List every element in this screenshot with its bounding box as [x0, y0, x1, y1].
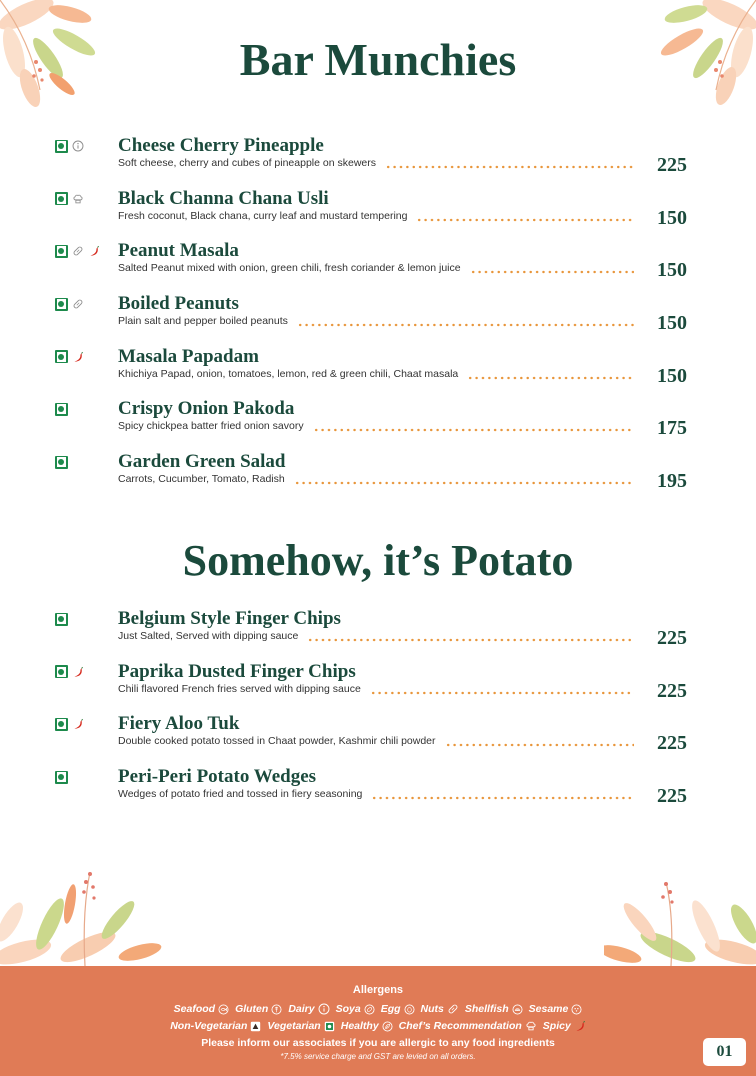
allergen-footer	[0, 966, 756, 1076]
vegetarian-icon	[55, 771, 68, 784]
item-price: 195	[657, 470, 687, 493]
item-description: Fresh coconut, Black chana, curry leaf and mustard tempering	[118, 209, 408, 222]
item-name: Boiled Peanuts	[118, 293, 239, 314]
dietary-icons	[55, 612, 68, 626]
dotted-leader	[416, 209, 634, 223]
vegetarian-icon	[55, 245, 68, 258]
legend-entry	[421, 1002, 459, 1016]
item-description: Khichiya Papad, onion, tomatoes, lemon, red & green chili, Chaat masala	[118, 367, 459, 380]
legend-entry	[529, 1002, 583, 1016]
description-row	[118, 734, 634, 748]
item-description: Spicy chickpea batter fried onion savory	[118, 420, 304, 433]
item-name: Black Channa Chana Usli	[118, 187, 329, 209]
item-name: Cheese Cherry Pineapple	[118, 135, 324, 156]
dietary-icons	[55, 455, 68, 469]
egg-icon	[404, 1004, 415, 1015]
legend-label: Soya	[335, 1003, 361, 1015]
item-name: Belgium Style Finger Chips	[118, 608, 341, 629]
menu-item	[0, 661, 756, 711]
item-price: 225	[657, 627, 687, 649]
shellfish-icon	[512, 1004, 523, 1015]
gluten-icon	[271, 1004, 282, 1015]
vegetarian-icon	[55, 665, 68, 678]
menu-item	[0, 240, 756, 290]
dietary-icons	[55, 350, 84, 364]
non-vegetarian-icon	[250, 1021, 261, 1032]
item-price: 225	[657, 679, 687, 702]
dotted-leader	[307, 629, 634, 643]
legend-label: Seafood	[173, 1003, 216, 1015]
legend-label: Nuts	[420, 1003, 444, 1015]
dietary-icons	[55, 717, 84, 731]
menu-item	[0, 451, 756, 501]
decorative-leaves-bottom-left	[0, 852, 162, 966]
legend-label: Non-Vegetarian	[170, 1020, 248, 1032]
dotted-leader	[445, 734, 634, 748]
item-name: Masala Papadam	[118, 345, 259, 367]
dairy-icon	[318, 1003, 330, 1015]
menu-item	[0, 188, 756, 238]
dotted-leader	[370, 682, 634, 696]
item-name: Paprika Dusted Finger Chips	[118, 660, 356, 682]
soya-icon	[364, 1004, 375, 1015]
item-description: Carrots, Cucumber, Tomato, Radish	[118, 473, 285, 486]
legend-entry	[288, 1002, 329, 1016]
dotted-leader	[385, 156, 634, 170]
dietary-icons	[55, 192, 84, 206]
description-row	[118, 787, 634, 801]
menu-item	[0, 293, 756, 343]
allergen-legend-row	[0, 1002, 756, 1016]
spicy-icon	[72, 351, 84, 363]
item-name: Peri-Peri Potato Wedges	[118, 766, 317, 787]
item-name: Peanut Masala	[118, 240, 239, 262]
item-price: 175	[657, 417, 687, 440]
legend-label: Healthy	[340, 1020, 379, 1032]
legend-label: Egg	[380, 1003, 401, 1015]
vegetarian-icon	[55, 403, 68, 416]
vegetarian-icon	[55, 613, 68, 626]
legend-label: Sesame	[528, 1003, 569, 1015]
dotted-leader	[470, 261, 634, 275]
decorative-leaves-bottom-right	[604, 868, 756, 966]
nuts-icon	[72, 298, 84, 310]
spicy-icon	[574, 1020, 586, 1032]
legend-entry	[543, 1019, 586, 1033]
vegetarian-icon	[55, 718, 68, 731]
sesame-icon	[571, 1004, 582, 1015]
legend-label: Dairy	[288, 1003, 315, 1015]
nuts-icon	[447, 1003, 459, 1015]
dotted-leader	[297, 314, 634, 328]
dietary-icons	[55, 770, 68, 784]
description-row	[118, 209, 634, 223]
menu-section-bar-munchies	[0, 135, 756, 507]
page-number: 01	[703, 1038, 746, 1066]
dietary-icons	[55, 244, 100, 258]
legend-entry	[341, 1019, 393, 1033]
legend-label: Shellfish	[464, 1003, 509, 1015]
legend-entry	[381, 1002, 415, 1016]
menu-item	[0, 346, 756, 396]
legend-label: Spicy	[542, 1020, 571, 1032]
menu-section-potato	[0, 608, 756, 820]
description-row	[118, 156, 634, 170]
item-price: 150	[657, 364, 687, 387]
dotted-leader	[294, 472, 634, 486]
vegetarian-icon	[324, 1021, 335, 1032]
allergens-heading: Allergens	[352, 984, 404, 996]
item-price: 150	[657, 259, 687, 282]
seafood-icon	[218, 1004, 229, 1015]
item-price: 150	[657, 206, 687, 229]
menu-item	[0, 608, 756, 658]
service-charge-note: *7.5% service charge and GST are levied on all orders.	[280, 1052, 476, 1061]
vegetarian-icon	[55, 298, 68, 311]
dietary-icons	[55, 297, 84, 311]
item-description: Chili flavored French fries served with dipping sauce	[118, 682, 361, 695]
dietary-icons	[55, 665, 84, 679]
dairy-icon	[72, 140, 84, 152]
vegetarian-icon	[55, 456, 68, 469]
spicy-icon	[72, 718, 84, 730]
legend-label: Chef’s Recommendation	[398, 1020, 522, 1032]
item-description: Salted Peanut mixed with onion, green chili, fresh coriander & lemon juice	[118, 262, 461, 275]
legend-label: Vegetarian	[267, 1020, 321, 1032]
description-row	[118, 472, 634, 486]
menu-item	[0, 713, 756, 763]
vegetarian-icon	[55, 192, 68, 205]
dotted-leader	[371, 787, 634, 801]
spicy-icon	[88, 245, 100, 257]
description-row	[118, 682, 634, 696]
chef-recommendation-icon	[525, 1020, 537, 1032]
vegetarian-icon	[55, 140, 68, 153]
section-title-bar-munchies: Bar Munchies	[239, 34, 517, 85]
section-title-potato: Somehow, it’s Potato	[182, 536, 574, 585]
description-row	[118, 367, 634, 381]
item-description: Just Salted, Served with dipping sauce	[118, 630, 299, 642]
dietary-legend-row	[0, 1019, 756, 1033]
dietary-icons	[55, 139, 84, 153]
menu-item	[0, 398, 756, 448]
menu-item	[0, 135, 756, 185]
legend-entry	[336, 1002, 375, 1016]
dotted-leader	[467, 367, 634, 381]
item-price: 225	[657, 154, 687, 176]
item-name: Garden Green Salad	[118, 451, 286, 473]
healthy-icon	[382, 1021, 393, 1032]
allergy-notice: Please inform our associates if you are allergic to any food ingredients	[201, 1037, 555, 1049]
item-name: Crispy Onion Pakoda	[118, 398, 295, 420]
item-description: Wedges of potato fried and tossed in fiery seasoning	[118, 788, 363, 800]
spicy-icon	[72, 666, 84, 678]
chef-recommendation-icon	[72, 193, 84, 205]
dotted-leader	[313, 419, 634, 433]
legend-entry	[174, 1002, 229, 1016]
item-price: 225	[657, 785, 687, 807]
legend-entry	[235, 1002, 282, 1016]
item-description: Plain salt and pepper boiled peanuts	[118, 315, 288, 327]
item-price: 225	[657, 732, 687, 755]
description-row	[118, 629, 634, 643]
dietary-icons	[55, 402, 68, 416]
legend-entry	[465, 1002, 523, 1016]
description-row	[118, 419, 634, 433]
item-description: Soft cheese, cherry and cubes of pineapple on skewers	[118, 157, 376, 169]
description-row	[118, 261, 634, 275]
legend-entry	[399, 1019, 537, 1033]
legend-entry	[267, 1019, 334, 1033]
legend-entry	[170, 1019, 261, 1033]
menu-item	[0, 766, 756, 816]
item-name: Fiery Aloo Tuk	[118, 713, 240, 735]
item-description: Double cooked potato tossed in Chaat powder, Kashmir chili powder	[118, 735, 436, 748]
nuts-icon	[72, 245, 84, 257]
legend-label: Gluten	[235, 1003, 269, 1015]
item-price: 150	[657, 312, 687, 334]
vegetarian-icon	[55, 350, 68, 363]
description-row	[118, 314, 634, 328]
